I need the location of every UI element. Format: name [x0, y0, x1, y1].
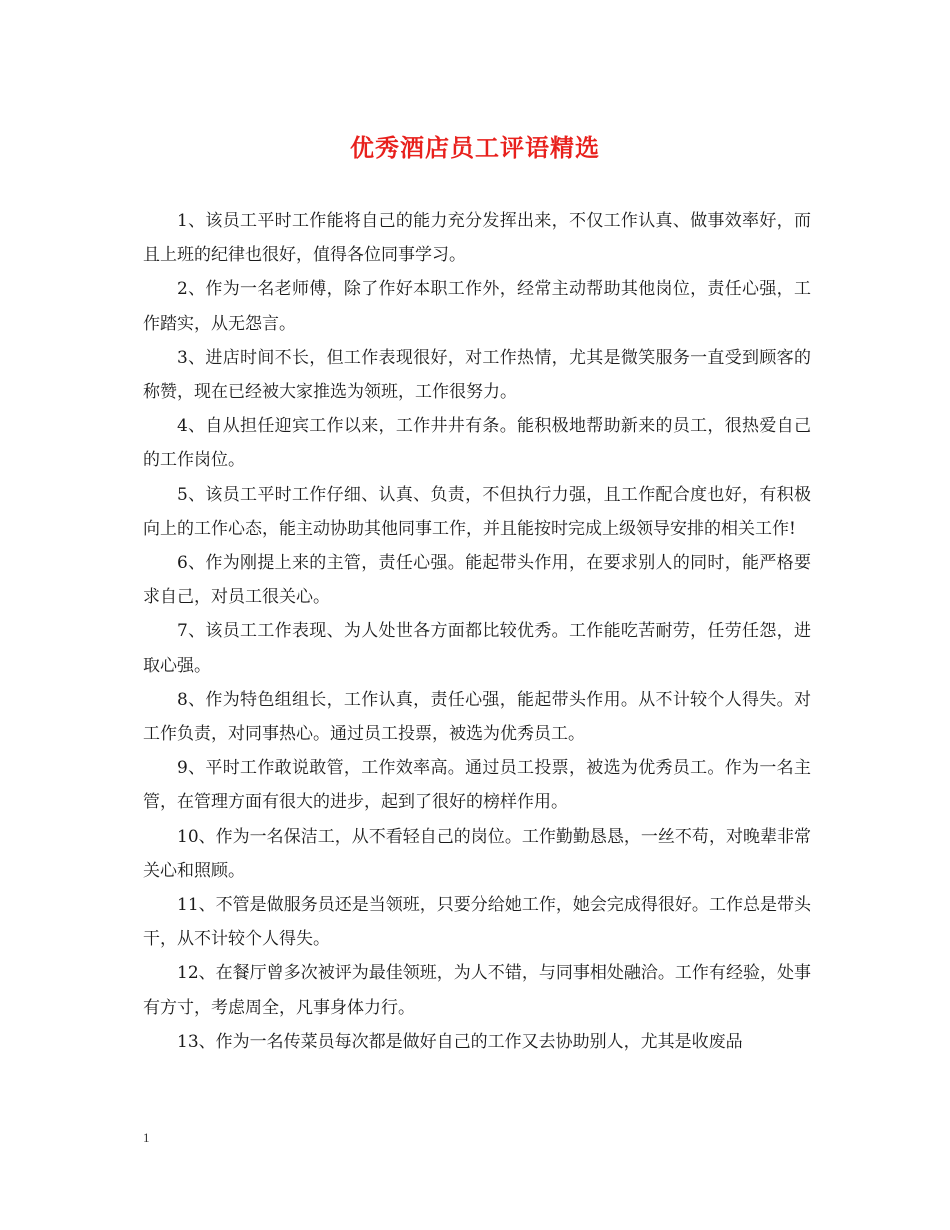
paragraph-6: 6、作为刚提上来的主管，责任心强。能起带头作用，在要求别人的同时，能严格要求自己，对员工很关心。	[143, 553, 811, 608]
document-title: 优秀酒店员工评语精选	[350, 133, 600, 162]
paragraph-5: 5、该员工平时工作仔细、认真、负责，不但执行力强，且工作配合度也好，有积极向上的工作心态，能主动协助其他同事工作，并且能按时完成上级领导安排的相关工作!	[143, 484, 811, 539]
paragraph-10: 10、作为一名保洁工，从不看轻自己的岗位。工作勤勤恳恳，一丝不苟，对晚辈非常关心和照顾。	[143, 826, 811, 881]
paragraph-4: 4、自从担任迎宾工作以来，工作井井有条。能积极地帮助新来的员工，很热爱自己的工作岗位。	[143, 416, 811, 471]
paragraph-11: 11、不管是做服务员还是当领班，只要分给她工作，她会完成得很好。工作总是带头干，从不计较个人得失。	[143, 895, 811, 950]
paragraph-2: 2、作为一名老师傅，除了作好本职工作外，经常主动帮助其他岗位，责任心强，工作踏实，从无怨言。	[143, 279, 811, 334]
paragraph-12: 12、在餐厅曾多次被评为最佳领班，为人不错，与同事相处融洽。工作有经验，处事有方寸，考虑周全，凡事身体力行。	[143, 963, 811, 1018]
paragraph-13: 13、作为一名传菜员每次都是做好自己的工作又去协助别人，尤其是收废品	[177, 1031, 743, 1052]
page-number: 1	[143, 1130, 150, 1145]
paragraph-1: 1、该员工平时工作能将自己的能力充分发挥出来，不仅工作认真、做事效率好，而且上班的纪律也很好，值得各位同事学习。	[143, 211, 811, 266]
paragraph-7: 7、该员工工作表现、为人处世各方面都比较优秀。工作能吃苦耐劳，任劳任怨，进取心强。	[143, 621, 811, 676]
document-body	[143, 204, 811, 1059]
paragraph-8: 8、作为特色组组长，工作认真，责任心强，能起带头作用。从不计较个人得失。对工作负责，对同事热心。通过员工投票，被选为优秀员工。	[143, 689, 811, 745]
paragraph-3: 3、进店时间不长，但工作表现很好，对工作热情，尤其是微笑服务一直受到顾客的称赞，现在已经被大家推选为领班，工作很努力。	[143, 347, 811, 403]
paragraph-9: 9、平时工作敢说敢管，工作效率高。通过员工投票，被选为优秀员工。作为一名主管，在管理方面有很大的进步，起到了很好的榜样作用。	[143, 758, 811, 813]
